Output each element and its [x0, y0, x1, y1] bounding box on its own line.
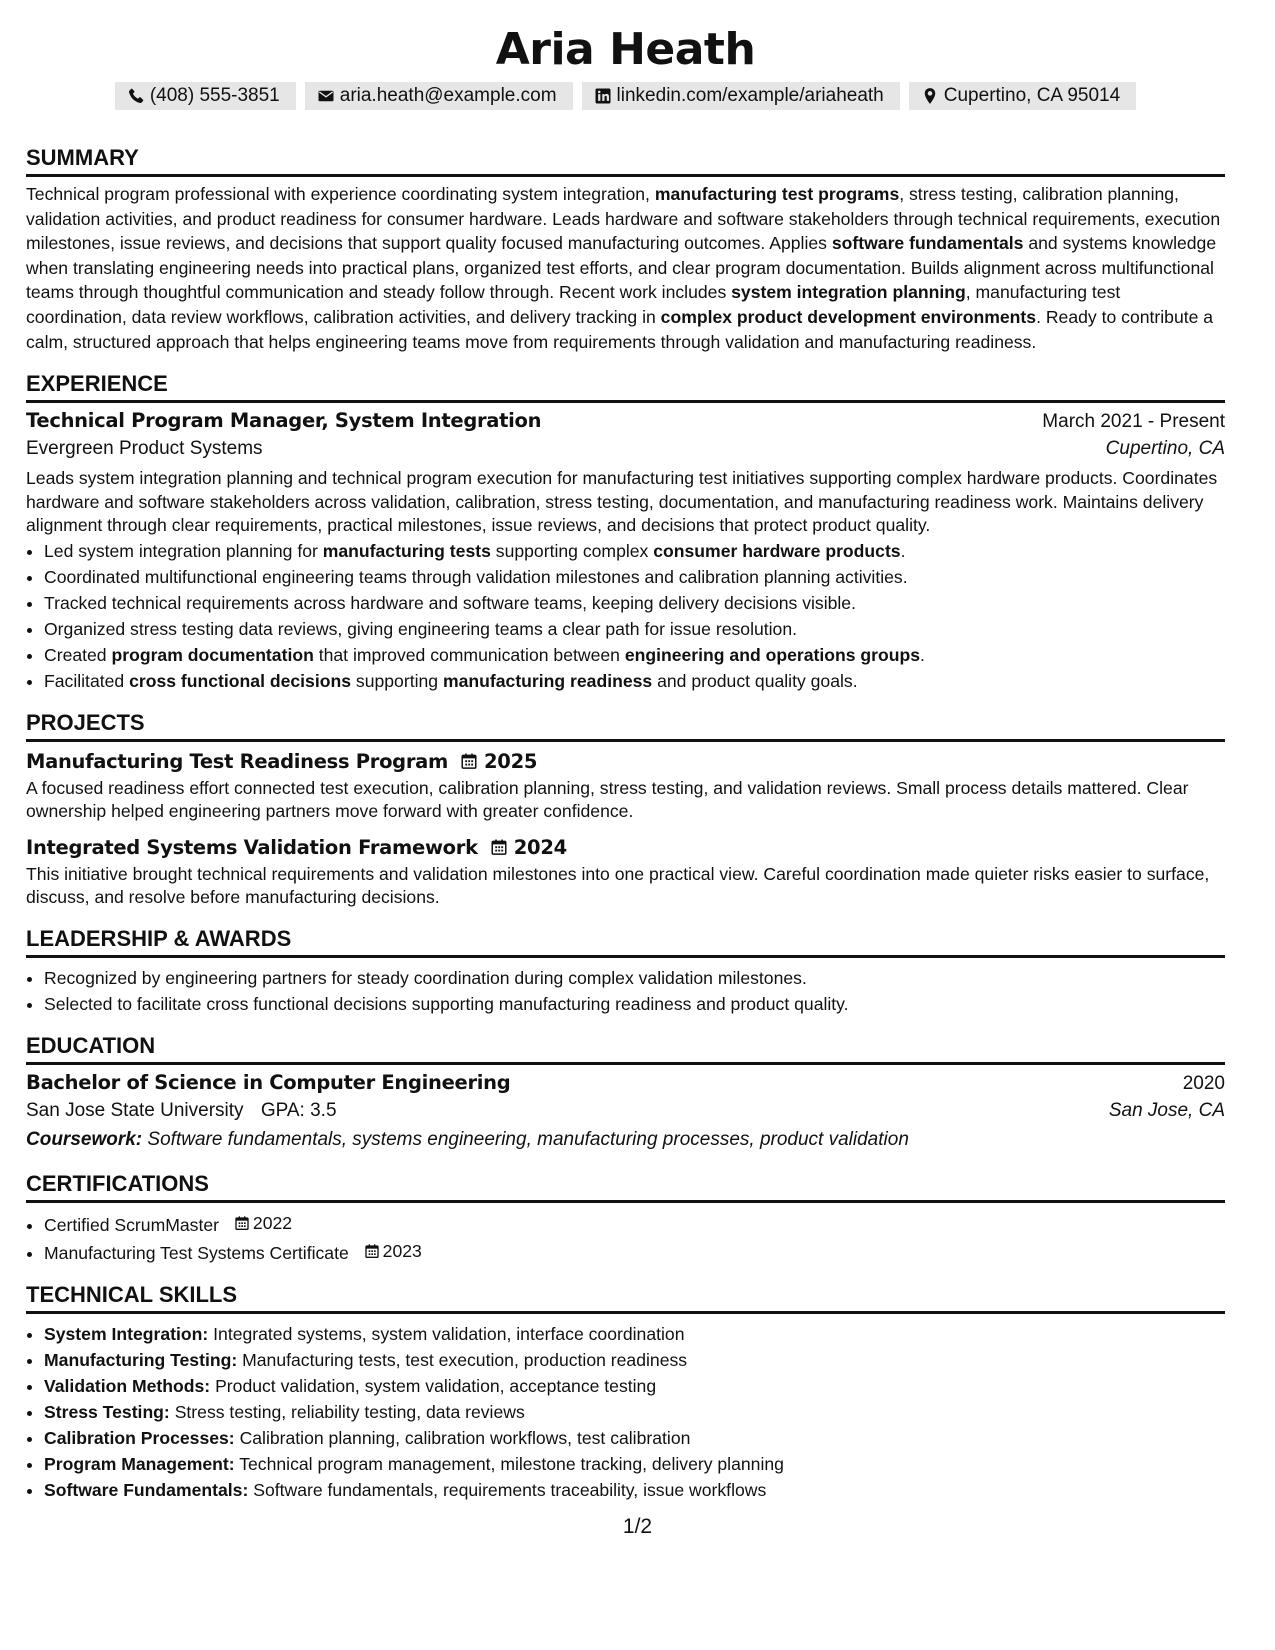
job-description: Leads system integration planning and technical program execution for manufacturing test initiatives supporting complex hardware products. Coordinates hardware and software stakeholders across validation, calibration, stress testing, documentation, and manufacturing readiness work. Maintains delivery alignment through clear requirements, practical milestones, issue reviews, and decisions that protect product quality.	[26, 468, 1218, 536]
skill-value: Software fundamentals, requirements traceability, issue workflows	[253, 1479, 767, 1500]
page-number: 1/2	[622, 1515, 653, 1538]
skills-section	[26, 1282, 1225, 1503]
project-date	[490, 836, 567, 859]
list-item	[44, 1477, 1225, 1503]
degree-row	[26, 1071, 1225, 1095]
list-item: • Led system integration planning for manufacturing tests supporting complex consumer hardware products.	[44, 538, 1225, 564]
summary-highlight: complex product development environments	[660, 306, 1037, 327]
section-title-education: EDUCATION	[26, 1033, 1225, 1065]
list-item: • Recognized by engineering partners for steady coordination during complex validation milestones.	[44, 965, 1225, 991]
skill-label: Program Management:	[44, 1453, 235, 1474]
skill-value: Manufacturing tests, test execution, production readiness	[242, 1349, 688, 1370]
envelope-icon	[317, 87, 335, 105]
project-title-row	[26, 750, 1225, 773]
coursework-row	[26, 1129, 1225, 1151]
list-item: • Coordinated multifunctional engineering teams through validation milestones and calibration planning activities.	[44, 564, 1225, 590]
summary-highlight: system integration planning	[731, 282, 966, 303]
linkedin-text: linkedin.com/example/ariaheath	[616, 85, 884, 106]
list-item: • Organized stress testing data reviews, giving engineering teams a clear path for issue resolution.	[44, 616, 1225, 642]
calendar-icon	[490, 838, 508, 856]
section-title-experience: EXPERIENCE	[26, 371, 1225, 403]
list-item	[44, 1425, 1225, 1451]
summary-seg: Technical program professional with experience coordinating system integration,	[26, 184, 655, 204]
summary-section	[26, 145, 1225, 354]
project-description: A focused readiness effort connected test execution, calibration planning, stress testing, and validation reviews. Small process details mattered. Clear ownership helped engineering partners move forward with greater confidence.	[26, 777, 1189, 822]
school-info	[26, 1100, 337, 1122]
contact-location[interactable]	[909, 82, 1136, 110]
certification-name: Manufacturing Test Systems Certificate	[44, 1242, 349, 1263]
coursework-label: Coursework:	[26, 1128, 143, 1150]
skill-value: Product validation, system validation, acceptance testing	[215, 1375, 657, 1396]
list-item	[44, 1321, 1225, 1347]
project-date	[460, 750, 537, 773]
project-description: This initiative brought technical requirements and validation milestones into one practical view. Careful coordination made quieter risks easier to surface, discuss, and resolve before manufacturing decisions.	[26, 863, 1210, 908]
job-location: Cupertino, CA	[1105, 438, 1225, 460]
list-item	[44, 1399, 1225, 1425]
job-header	[26, 409, 1225, 433]
project-name: Integrated Systems Validation Framework	[26, 835, 478, 859]
degree-name: Bachelor of Science in Computer Engineering	[26, 1070, 511, 1094]
certification-year: 2023	[382, 1240, 422, 1261]
skill-value: Technical program management, milestone tracking, delivery planning	[239, 1453, 784, 1474]
section-title-certifications: CERTIFICATIONS	[26, 1171, 1225, 1203]
certification-year: 2022	[252, 1212, 293, 1233]
skill-label: Validation Methods:	[44, 1375, 211, 1396]
project-title-row	[26, 836, 1225, 859]
skill-label: Manufacturing Testing:	[44, 1349, 238, 1370]
project-year: 2025	[484, 749, 538, 773]
skill-value: Stress testing, reliability testing, data reviews	[174, 1401, 525, 1422]
location-text: Cupertino, CA 95014	[943, 85, 1121, 106]
calendar-icon	[364, 1243, 380, 1259]
phone-icon	[127, 87, 145, 105]
section-title-projects: PROJECTS	[26, 710, 1225, 742]
leadership-section	[26, 926, 1225, 1017]
job-title: Technical Program Manager, System Integration	[26, 409, 542, 433]
project-item	[26, 750, 1225, 824]
summary-seg: , manufacturing test coordination, data review workflows, calibration activities, and delivery tracking in	[26, 282, 1121, 327]
list-item: • Facilitated cross functional decisions supporting manufacturing readiness and product quality goals.	[44, 668, 1225, 694]
section-title-skills: TECHNICAL SKILLS	[26, 1282, 1225, 1314]
skills-list	[26, 1321, 1225, 1503]
education-section	[26, 1033, 1225, 1151]
list-item	[44, 1347, 1225, 1373]
certification-name: Certified ScrumMaster	[44, 1214, 220, 1235]
list-item: • Selected to facilitate cross functional decisions supporting manufacturing readiness and product quality.	[44, 991, 1225, 1017]
projects-section	[26, 710, 1225, 910]
certification-date	[234, 1210, 292, 1236]
school-location: San Jose, CA	[1108, 1099, 1225, 1121]
contact-email[interactable]	[305, 82, 573, 110]
contact-linkedin[interactable]	[582, 82, 900, 110]
skill-value: Integrated systems, system validation, interface coordination	[213, 1323, 685, 1344]
list-item: • Created program documentation that improved communication between engineering and operations groups.	[44, 642, 1225, 668]
certification-date	[364, 1238, 422, 1264]
school-row	[26, 1100, 1225, 1122]
project-item	[26, 836, 1225, 910]
summary-highlight: manufacturing test programs	[654, 184, 900, 204]
section-title-summary: SUMMARY	[26, 145, 1225, 177]
section-title-leadership: LEADERSHIP & AWARDS	[26, 926, 1225, 958]
project-year: 2024	[513, 835, 567, 859]
coursework-text: Software fundamentals, systems engineering, manufacturing processes, product validation	[147, 1128, 909, 1150]
skill-label: Stress Testing:	[44, 1401, 170, 1422]
gpa: GPA: 3.5	[260, 1099, 337, 1121]
school-name: San Jose State University	[26, 1099, 244, 1121]
experience-section	[26, 371, 1225, 694]
summary-text	[26, 182, 1225, 354]
list-item	[44, 1238, 1225, 1266]
list-item	[44, 1373, 1225, 1399]
map-pin-icon	[921, 87, 939, 105]
contact-bar	[26, 82, 1225, 110]
leadership-list	[26, 965, 1225, 1017]
skill-label: Software Fundamentals:	[44, 1479, 249, 1500]
candidate-name: Aria Heath	[495, 24, 756, 75]
contact-phone[interactable]	[115, 82, 296, 110]
skill-value: Calibration planning, calibration workflows, test calibration	[239, 1427, 691, 1448]
calendar-icon	[460, 752, 478, 770]
summary-highlight: software fundamentals	[831, 233, 1024, 254]
job-bullets	[26, 538, 1225, 694]
company-name: Evergreen Product Systems	[26, 438, 263, 460]
summary-seg: , stress testing, calibration planning, validation activities, and product readiness for consumer hardware. Leads hardware and software stakeholders through technical requirements, execution milestones, issue reviews, and decisions that support quality focused manufacturing outcomes. Applies	[26, 184, 1221, 254]
skill-label: Calibration Processes:	[44, 1427, 235, 1448]
job-org-row	[26, 438, 1225, 460]
calendar-icon	[234, 1215, 250, 1231]
linkedin-icon	[594, 87, 612, 105]
list-item	[44, 1451, 1225, 1477]
summary-seg: . Ready to contribute a calm, structured approach that helps engineering teams move from requirements through validation and manufacturing readiness.	[26, 306, 1214, 352]
job-dates: March 2021 - Present	[1042, 411, 1225, 433]
skill-label: System Integration:	[44, 1323, 209, 1344]
certifications-section	[26, 1171, 1225, 1266]
email-text: aria.heath@example.com	[339, 85, 557, 106]
phone-text: (408) 555-3851	[149, 85, 280, 106]
summary-seg: and systems knowledge when translating engineering needs into practical plans, organized test efforts, and clear program documentation. Builds alignment across multifunctional teams through thoughtful communication and steady follow through. Recent work includes	[26, 233, 1217, 303]
list-item: • Tracked technical requirements across hardware and software teams, keeping delivery decisions visible.	[44, 590, 1225, 616]
project-name: Manufacturing Test Readiness Program	[26, 749, 449, 773]
list-item	[44, 1210, 1225, 1238]
certifications-list	[26, 1210, 1225, 1266]
graduation-year: 2020	[1182, 1072, 1225, 1094]
